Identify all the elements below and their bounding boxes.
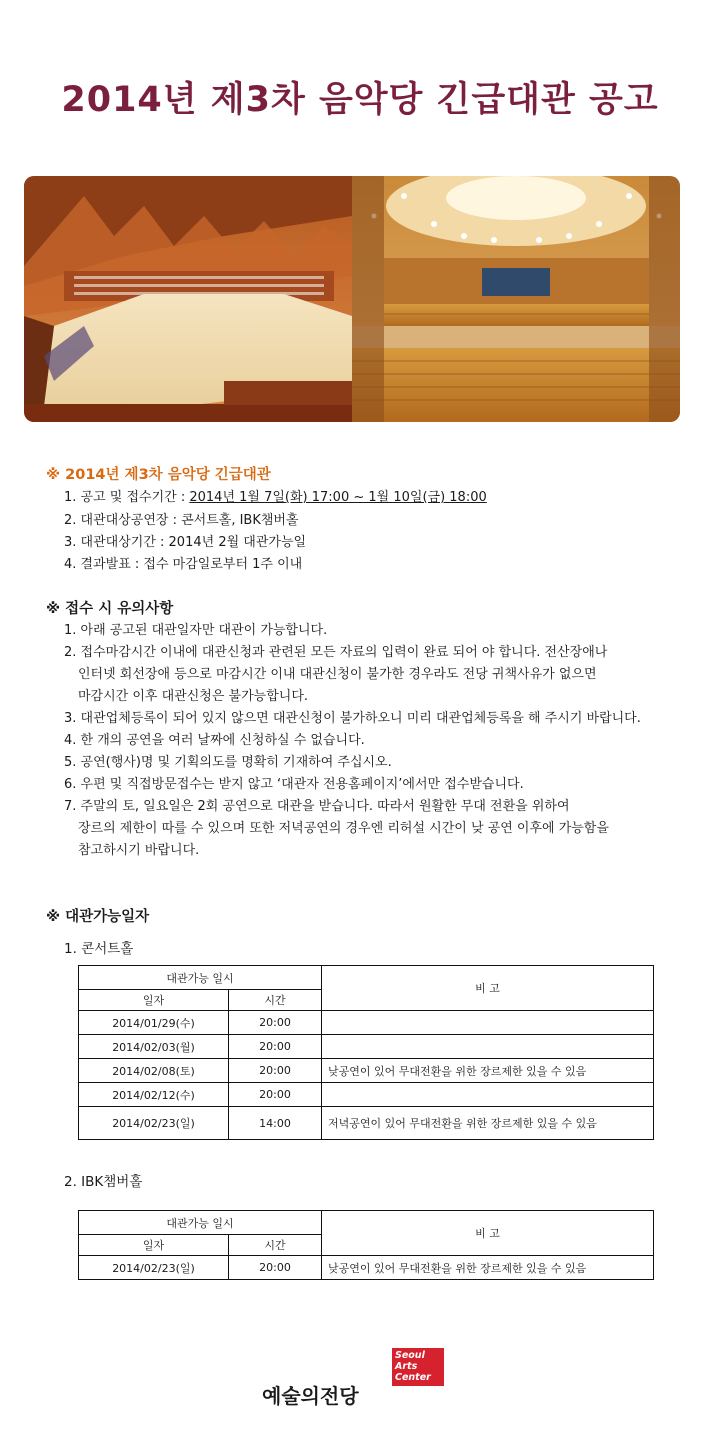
note-line: 6. 우편 및 직접방문접수는 받지 않고 ‘대관자 전용홈페이지’에서만 접수받습니다. — [64, 777, 524, 792]
item-prefix: 2. — [64, 513, 81, 528]
hall-interior-illustration — [24, 176, 680, 422]
header-group: 대관가능 일시 — [79, 966, 322, 990]
item-text: 대관대상공연장 : 콘서트홀, IBK챔버홀 — [80, 513, 299, 528]
header-time: 시간 — [229, 990, 322, 1011]
table-row — [79, 1011, 654, 1035]
list-item — [64, 532, 306, 553]
table-row — [79, 1107, 654, 1140]
header-group: 대관가능 일시 — [79, 1211, 322, 1235]
note-line: 3. 대관업체등록이 되어 있지 않으면 대관신청이 불가하오니 미리 대관업체등록을 해 주시기 바랍니다. — [64, 711, 641, 726]
note-line: 4. 한 개의 공연을 여러 날짜에 신청하실 수 없습니다. — [64, 733, 365, 748]
table-row — [79, 1256, 654, 1280]
cell-time: 14:00 — [229, 1107, 322, 1140]
note-line: 참고하시기 바랍니다. — [78, 843, 200, 858]
table-row — [79, 1035, 654, 1059]
cell-note — [322, 1083, 654, 1107]
concert-hall-label: 1. 콘서트홀 — [64, 941, 134, 957]
list-item — [64, 487, 487, 508]
section-heading-available-dates: ※ 대관가능일자 — [46, 909, 150, 925]
item-prefix: 1. 공고 및 접수기간 : — [64, 490, 190, 505]
cell-time: 20:00 — [229, 1011, 322, 1035]
item-prefix: 4. — [64, 557, 81, 572]
cell-time: 20:00 — [229, 1256, 322, 1280]
seoul-arts-center-logo: 예술의전당 — [262, 1384, 359, 1408]
cell-date: 2014/02/23(일) — [79, 1256, 229, 1280]
header-date: 일자 — [79, 1235, 229, 1256]
cell-date: 2014/02/08(토) — [79, 1059, 229, 1083]
cell-note: 낮공연이 있어 무대전환을 위한 장르제한 있을 수 있음 — [322, 1059, 654, 1083]
ibk-chamber-hall-table — [78, 1210, 654, 1280]
concert-hall-photos — [24, 176, 680, 422]
cell-date: 2014/01/29(수) — [79, 1011, 229, 1035]
cell-date: 2014/02/12(수) — [79, 1083, 229, 1107]
section-heading-emergency-rental: ※ 2014년 제3차 음악당 긴급대관 — [46, 467, 271, 483]
page-title: 2014년 제3차 음악당 긴급대관 공고 — [61, 80, 659, 120]
concert-hall-table — [78, 965, 654, 1140]
note-line: 인터넷 회선장애 등으로 마감시간 이내 대관신청이 불가한 경우라도 전당 귀책사유가 없으면 — [78, 667, 597, 682]
item-text: 대관대상기간 : 2014년 2월 대관가능일 — [80, 535, 307, 550]
note-line: 장르의 제한이 따를 수 있으며 또한 저녁공연의 경우엔 리허설 시간이 낮 공연 이후에 가능함을 — [78, 821, 609, 836]
note-line: 7. 주말의 토, 일요일은 2회 공연으로 대관을 받습니다. 따라서 원활한 무대 전환을 위하여 — [64, 799, 570, 814]
cell-note — [322, 1011, 654, 1035]
cell-date: 2014/02/23(일) — [79, 1107, 229, 1140]
list-item — [64, 510, 299, 531]
cell-note: 저녁공연이 있어 무대전환을 위한 장르제한 있을 수 있음 — [322, 1107, 654, 1140]
note-line: 5. 공연(행사)명 및 기획의도를 명확히 기재하여 주십시오. — [64, 755, 392, 770]
section-heading-notes: ※ 접수 시 유의사항 — [46, 601, 174, 617]
header-date: 일자 — [79, 990, 229, 1011]
cell-date: 2014/02/03(월) — [79, 1035, 229, 1059]
item-text: 결과발표 : 접수 마감일로부터 1주 이내 — [80, 557, 303, 572]
note-line: 1. 아래 공고된 대관일자만 대관이 가능합니다. — [64, 623, 328, 638]
table-row — [79, 1083, 654, 1107]
list-item — [64, 554, 302, 575]
note-line: 2. 접수마감시간 이내에 대관신청과 관련된 모든 자료의 입력이 완료 되어 야 합니다. 전산장애나 — [64, 645, 608, 660]
item-prefix: 3. — [64, 535, 81, 550]
cell-time: 20:00 — [229, 1035, 322, 1059]
ibk-chamber-hall-label: 2. IBK챔버홀 — [64, 1174, 143, 1190]
header-note: 비 고 — [322, 1211, 654, 1256]
cell-time: 20:00 — [229, 1083, 322, 1107]
cell-note — [322, 1035, 654, 1059]
table-row — [79, 1059, 654, 1083]
header-time: 시간 — [229, 1235, 322, 1256]
header-note: 비 고 — [322, 966, 654, 1011]
item-text: 2014년 1월 7일(화) 17:00 ~ 1월 10일(금) 18:00 — [189, 490, 487, 505]
note-line: 마감시간 이후 대관신청은 불가능합니다. — [78, 689, 309, 704]
seoul-arts-center-logo-mark: Seoul Arts Center — [392, 1348, 444, 1386]
cell-time: 20:00 — [229, 1059, 322, 1083]
cell-note: 낮공연이 있어 무대전환을 위한 장르제한 있을 수 있음 — [322, 1256, 654, 1280]
